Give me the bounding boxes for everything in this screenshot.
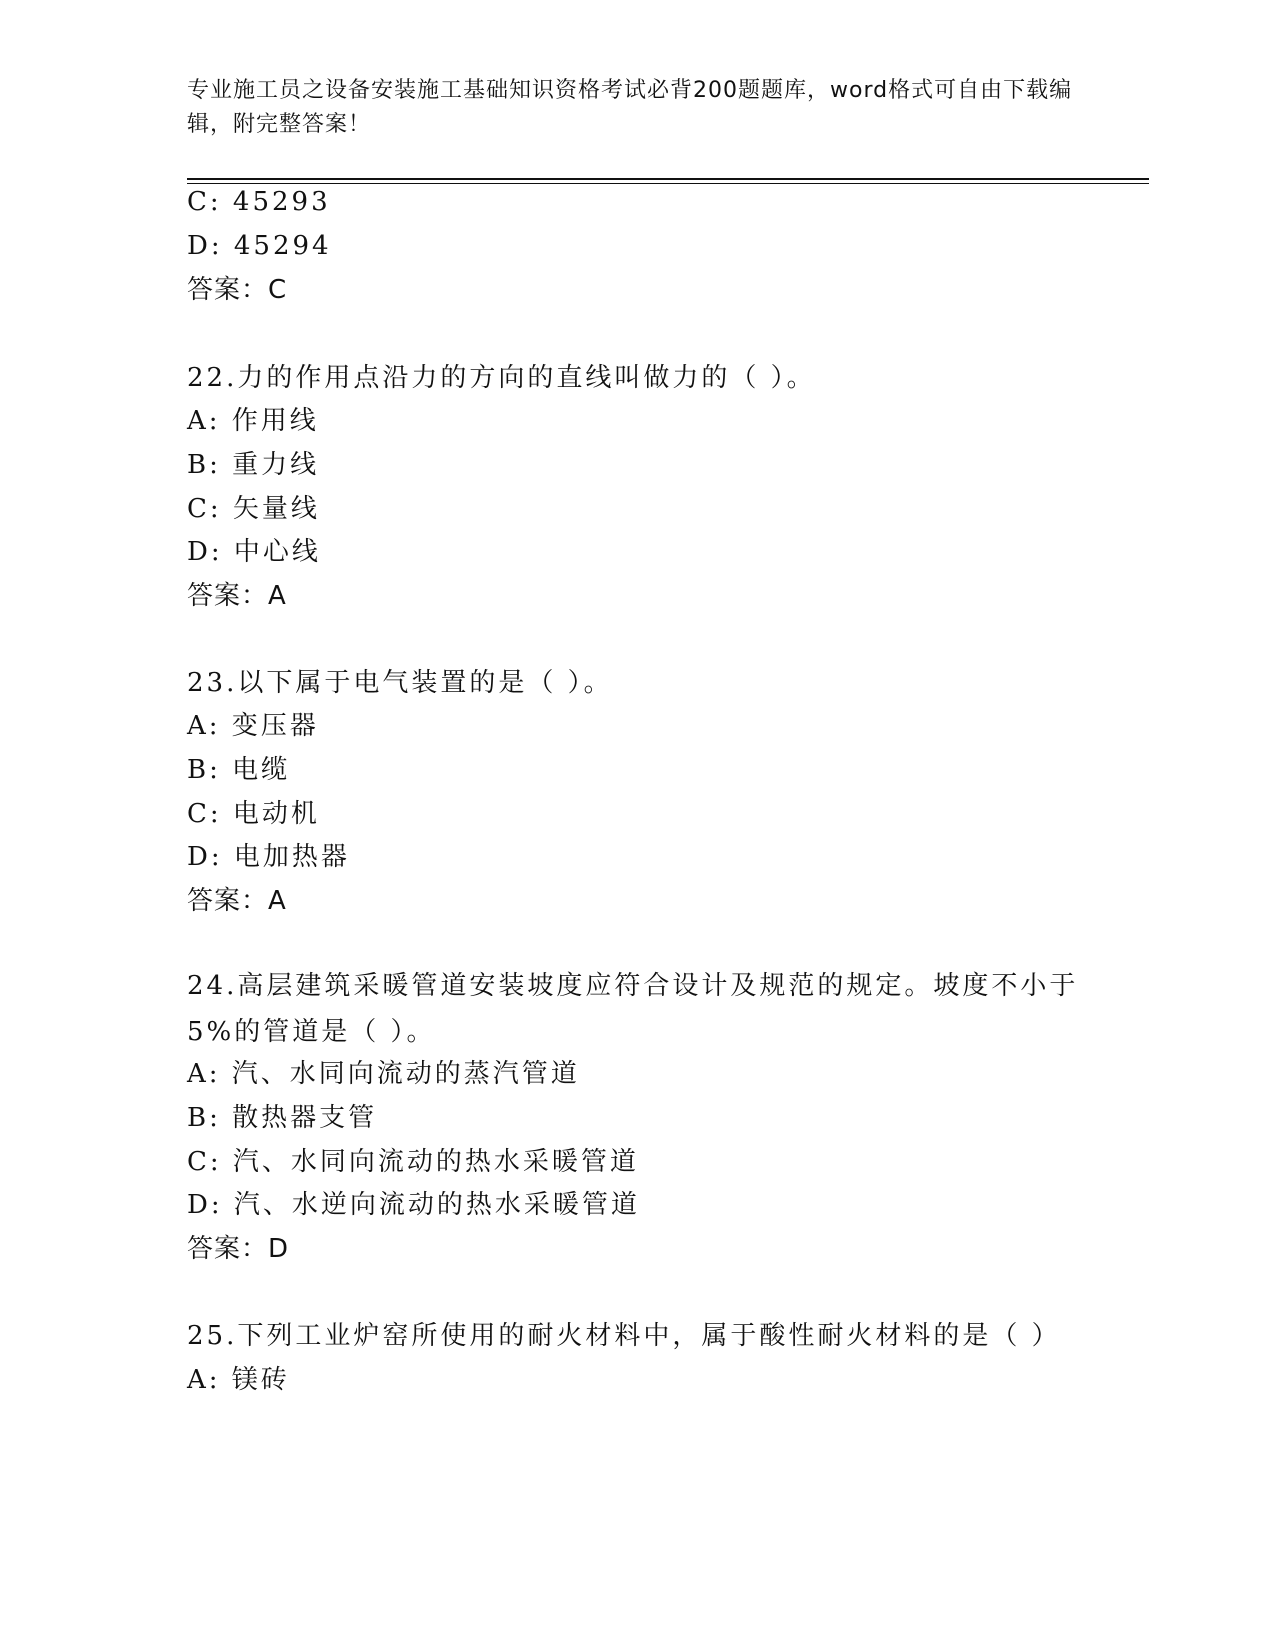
q25-option-a: A: 镁砖 [187, 1365, 290, 1395]
q23-option-c: C: 电动机 [187, 799, 320, 829]
q22-option-b: B: 重力线 [187, 450, 320, 480]
q22-option-c: C: 矢量线 [187, 494, 320, 524]
q23-option-d: D: 电加热器 [187, 842, 350, 872]
q24-stem: 24.高层建筑采暖管道安装坡度应符合设计及规范的规定。坡度不小于5%的管道是（ ）。 [187, 971, 1079, 1047]
header-divider-thin [187, 183, 1149, 184]
q23-stem: 23.以下属于电气装置的是（ ）。 [187, 668, 613, 698]
q21-answer: 答案：C [187, 275, 288, 305]
q24-option-c: C: 汽、水同向流动的热水采暖管道 [187, 1147, 639, 1177]
q22-answer: 答案：A [187, 581, 287, 611]
q22-option-d: D: 中心线 [187, 537, 321, 567]
q25-stem: 25.下列工业炉窑所使用的耐火材料中，属于酸性耐火材料的是（ ） [187, 1321, 1061, 1351]
q21-option-d: D: 45294 [187, 231, 332, 261]
q22-stem: 22.力的作用点沿力的方向的直线叫做力的（ ）。 [187, 363, 816, 393]
q24-option-a: A: 汽、水同向流动的蒸汽管道 [187, 1059, 580, 1089]
document-header: 专业施工员之设备安装施工基础知识资格考试必背200题题库，word格式可自由下载编辑，附完整答案！ [187, 78, 1073, 137]
q24-option-d: D: 汽、水逆向流动的热水采暖管道 [187, 1190, 640, 1220]
q22-option-a: A: 作用线 [187, 406, 319, 436]
q21-option-c: C: 45293 [187, 187, 331, 217]
q23-option-a: A: 变压器 [187, 711, 319, 741]
q24-option-b: B: 散热器支管 [187, 1103, 378, 1133]
q23-answer: 答案：A [187, 886, 287, 916]
q24-answer: 答案：D [187, 1234, 290, 1264]
header-divider-thick [187, 178, 1149, 180]
q23-option-b: B: 电缆 [187, 755, 291, 785]
